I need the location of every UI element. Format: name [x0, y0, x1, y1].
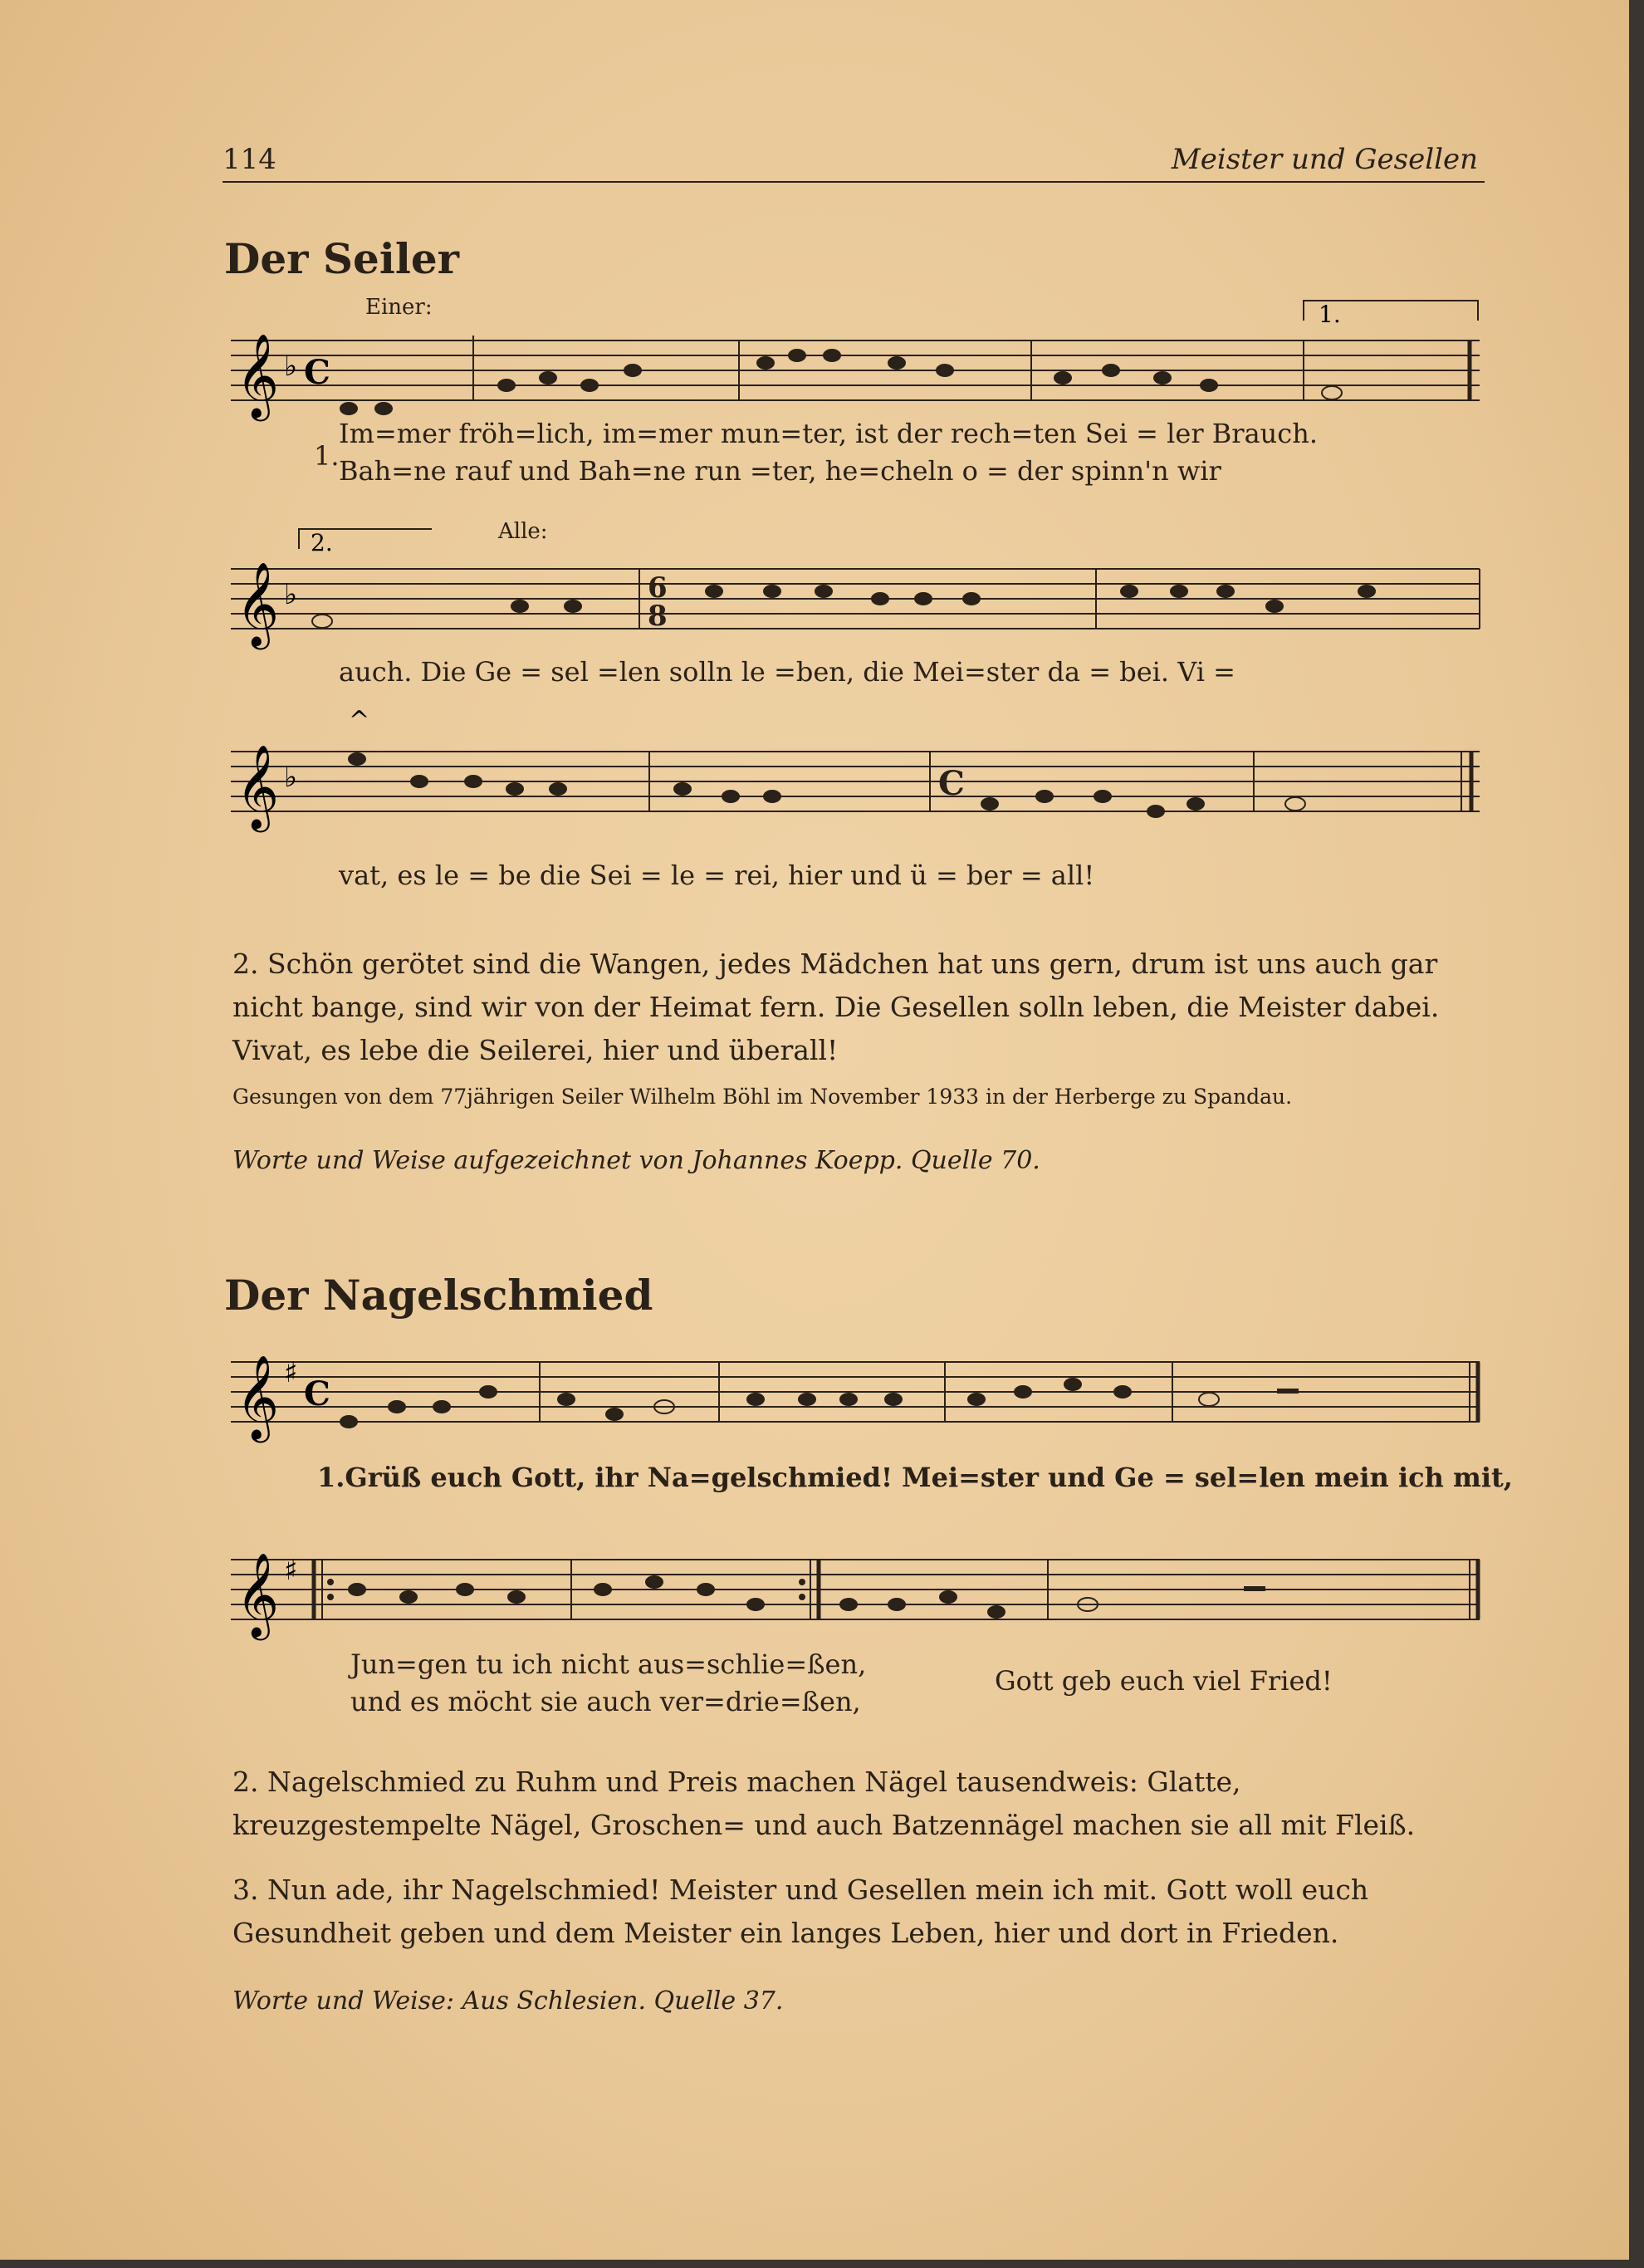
staff-system-3 [224, 706, 1486, 829]
staff-system-5 [224, 1543, 1486, 1637]
time-sig-bottom: 8 [648, 600, 668, 633]
svg-text:C: C [938, 764, 965, 803]
sharp-key-signature-icon: ♯ [284, 1356, 298, 1389]
volta-2-label: 2. [311, 529, 333, 556]
treble-clef-icon: 𝄞 [236, 1354, 280, 1439]
flat-key-signature-icon: ♭ [284, 350, 298, 383]
time-sig-top: 6 [648, 571, 668, 605]
lyrics-s2-row2-b: und es möcht sie auch ver=drie=ßen, [350, 1686, 861, 1717]
running-title: Meister und Gesellen [1171, 143, 1478, 176]
accent-mark-icon: ^ [349, 706, 370, 735]
song2-credit: Worte und Weise: Aus Schlesien. Quelle 37. [232, 1986, 784, 2016]
verse-number-1: 1. [314, 440, 340, 472]
label-alle: Alle: [498, 519, 548, 544]
header-rule [223, 181, 1485, 183]
lyrics-s2-row2-a: Jun=gen tu ich nicht aus=schlie=ßen, [350, 1648, 867, 1680]
treble-clef-icon: 𝄞 [236, 1551, 280, 1637]
notes-1 [340, 336, 1470, 414]
page-number: 114 [223, 143, 276, 176]
lyrics-s1-row1-a: Im=mer fröh=lich, im=mer mun=ter, ist der rech=ten Sei = ler Brauch. [339, 418, 1318, 449]
label-einer: Einer: [365, 295, 433, 320]
scan-edge-right [1629, 0, 1644, 2268]
flat-key-signature-icon: ♭ [284, 761, 298, 794]
sharp-key-signature-icon: ♯ [284, 1554, 298, 1587]
lyrics-s2-row2-c: Gott geb euch viel Fried! [995, 1665, 1333, 1697]
treble-clef-icon: 𝄞 [236, 332, 280, 418]
lyrics-s1-row1-b: Bah=ne rauf und Bah=ne run =ter, he=cheln o = der spinn'n wir [339, 455, 1221, 487]
scan-edge-bottom [0, 2260, 1644, 2268]
lyrics-s1-row3: vat, es le = be die Sei = le = rei, hier und ü = ber = all! [339, 860, 1095, 891]
lyrics-s1-row2: auch. Die Ge = sel =len solln le =ben, die Mei=ster da = bei. Vi = [339, 656, 1235, 688]
treble-clef-icon: 𝄞 [236, 743, 280, 829]
song-title-der-seiler: Der Seiler [224, 234, 459, 283]
song2-verse-3: 3. Nun ade, ihr Nagelschmied! Meister und Gesellen mein ich mit. Gott woll euch Gesundheit geben und dem Meister ein langes Leben, hier und dort in Frieden. [232, 1874, 1369, 1949]
flat-key-signature-icon: ♭ [284, 578, 298, 611]
lyrics-s2-row1: 1.Grüß euch Gott, ihr Na=gelschmied! Mei=ster und Ge = sel=len mein ich mit, [317, 1462, 1513, 1493]
song1-credit: Worte und Weise aufgezeichnet von Johannes Koepp. Quelle 70. [232, 1146, 1040, 1175]
volta-1-label: 1. [1319, 301, 1341, 328]
song-title-der-nagelschmied: Der Nagelschmied [224, 1271, 653, 1320]
song1-verse-2: 2. Schön gerötet sind die Wangen, jedes Mädchen hat uns gern, drum ist uns auch gar nicht bange, sind wir von der Heimat fern. Die Gesellen solln leben, die Meister dabei. Vivat, es lebe die Seilerei, hier und überall! [232, 948, 1440, 1066]
song1-source-note: Gesungen von dem 77jährigen Seiler Wilhelm Böhl im November 1933 in der Herberge zu Spandau. [232, 1085, 1293, 1109]
staff-system-4 [224, 1345, 1486, 1437]
song2-verse-2: 2. Nagelschmied zu Ruhm und Preis machen Nägel tausendweis: Glatte, kreuzgestempelte Nägel, Groschen= und auch Batzennägel machen sie all mit Fleiß. [232, 1766, 1416, 1841]
staff-lines [231, 340, 1480, 400]
common-time-icon: C [304, 353, 330, 392]
common-time-icon: C [304, 1374, 330, 1413]
treble-clef-icon: 𝄞 [236, 561, 280, 646]
